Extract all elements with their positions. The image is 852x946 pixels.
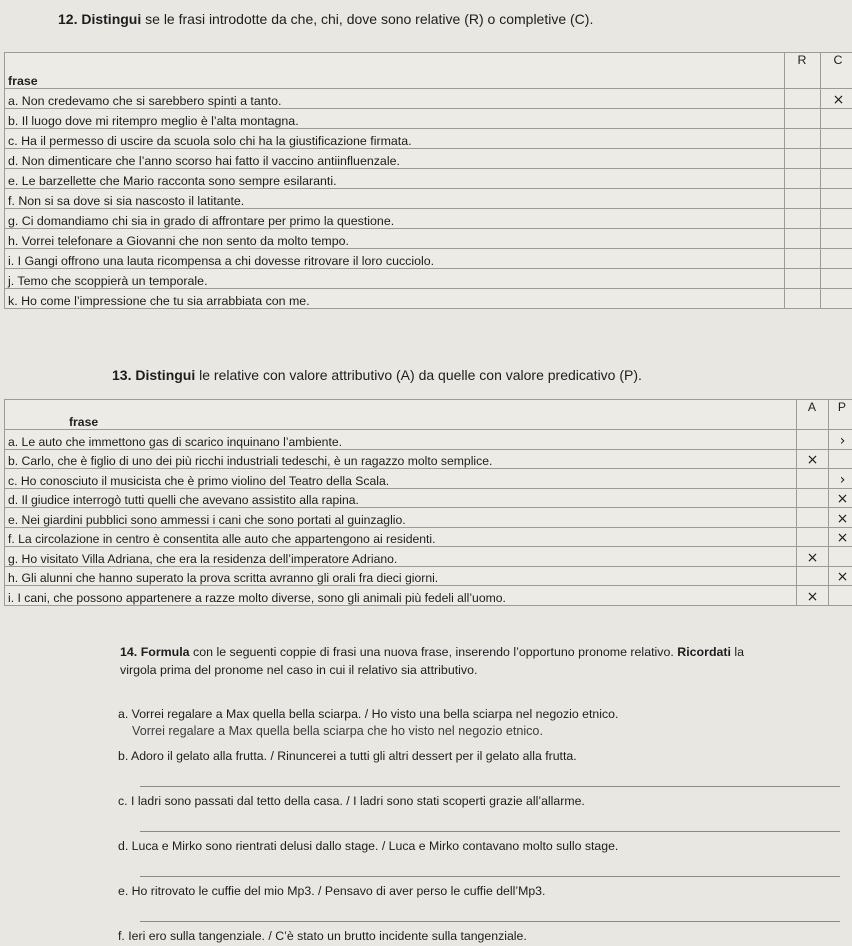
column-header-a: A: [797, 400, 829, 430]
table-row: [5, 209, 852, 229]
column-header-c: C: [821, 53, 852, 89]
exercise-12-instruction: se le frasi introdotte da che, chi, dove sono relative (R) o completive (C).: [141, 11, 594, 27]
answer-c-cell[interactable]: [821, 189, 852, 209]
table-row: [5, 129, 852, 149]
answer-c-cell[interactable]: [821, 149, 852, 169]
answer-a-cell[interactable]: [797, 566, 829, 586]
answer-p-cell[interactable]: ×: [829, 527, 852, 547]
answer-p-cell[interactable]: ›: [829, 430, 852, 450]
exercise-13-instruction: le relative con valore attributivo (A) da quelle con valore predicativo (P).: [195, 367, 642, 383]
sentence-cell: c. Ho conosciuto il musicista che è primo violino del Teatro della Scala.: [5, 469, 797, 489]
list-item: [118, 706, 838, 740]
sentence-cell: h. Vorrei telefonare a Giovanni che non sento da molto tempo.: [5, 229, 785, 249]
exercise-14-instruction: con le seguenti coppie di frasi una nuova frase, inserendo l’opportuno pronome relativo.: [189, 645, 674, 659]
list-item: [118, 883, 838, 922]
sentence-cell: d. Non dimenticare che l’anno scorso hai fatto il vaccino antiinfluenzale.: [5, 149, 785, 169]
answer-r-cell[interactable]: [785, 209, 821, 229]
table-row: [5, 430, 852, 450]
answer-c-cell[interactable]: ×: [821, 89, 852, 109]
answer-a-cell[interactable]: [797, 508, 829, 528]
sentence-pair: e. Ho ritrovato le cuffie del mio Mp3. / Pensavo di aver perso le cuffie dell’Mp3.: [118, 884, 546, 898]
exercise-12-header-row: [5, 53, 852, 89]
table-row: [5, 229, 852, 249]
exercise-13-table: [4, 399, 852, 606]
exercise-13-title: [112, 366, 642, 384]
sentence-cell: f. La circolazione in centro è consentita alle auto che appartengono ai residenti.: [5, 527, 797, 547]
sentence-pair: a. Vorrei regalare a Max quella bella sciarpa. / Ho visto una bella sciarpa nel negozio etnico.: [118, 707, 619, 721]
exercise-14-verb: Formula: [140, 645, 190, 659]
answer-c-cell[interactable]: [821, 169, 852, 189]
exercise-14-instructions: [120, 643, 780, 679]
sentence-cell: h. Gli alunni che hanno superato la prova scritta avranno gli orali fra dieci giorni.: [5, 566, 797, 586]
answer-c-cell[interactable]: [821, 209, 852, 229]
exercise-14-remember-verb: Ricordati: [677, 645, 731, 659]
table-row: [5, 269, 852, 289]
table-row: [5, 488, 852, 508]
answer-p-cell[interactable]: ×: [829, 488, 852, 508]
answer-c-cell[interactable]: [821, 289, 852, 309]
answer-a-cell[interactable]: [797, 488, 829, 508]
table-row: [5, 527, 852, 547]
table-row: [5, 189, 852, 209]
answer-a-cell[interactable]: ×: [797, 547, 829, 567]
answer-r-cell[interactable]: [785, 269, 821, 289]
table-row: [5, 89, 852, 109]
answer-line[interactable]: [140, 765, 840, 787]
table-row: [5, 449, 852, 469]
sentence-pair: b. Adoro il gelato alla frutta. / Rinuncerei a tutti gli altri dessert per il gelato alla frutta.: [118, 749, 577, 763]
answer-r-cell[interactable]: [785, 129, 821, 149]
answer-r-cell[interactable]: [785, 289, 821, 309]
answer-r-cell[interactable]: [785, 229, 821, 249]
answer-p-cell[interactable]: [829, 449, 852, 469]
sentence-cell: a. Le auto che immettono gas di scarico inquinano l’ambiente.: [5, 430, 797, 450]
sentence-pair: c. I ladri sono passati dal tetto della casa. / I ladri sono stati scoperti grazie all’allarme.: [118, 794, 585, 808]
sentence-cell: k. Ho come l’impressione che tu sia arrabbiata con me.: [5, 289, 785, 309]
sentence-cell: d. Il giudice interrogò tutti quelli che avevano assistito alla rapina.: [5, 488, 797, 508]
sentence-cell: f. Non si sa dove si sia nascosto il latitante.: [5, 189, 785, 209]
answer-c-cell[interactable]: [821, 229, 852, 249]
answer-a-cell[interactable]: ×: [797, 586, 829, 606]
sentence-cell: i. I cani, che possono appartenere a razze molto diverse, sono gli animali più fedeli all’uomo.: [5, 586, 797, 606]
list-item: [118, 928, 838, 945]
exercise-14-number: 14.: [120, 645, 138, 659]
answer-r-cell[interactable]: [785, 189, 821, 209]
answer-r-cell[interactable]: [785, 149, 821, 169]
table-row: [5, 547, 852, 567]
exercise-12-number: 12.: [58, 11, 78, 27]
answer-p-cell[interactable]: ×: [829, 566, 852, 586]
list-item: [118, 748, 838, 787]
sentence-cell: g. Ho visitato Villa Adriana, che era la residenza dell’imperatore Adriano.: [5, 547, 797, 567]
answer-c-cell[interactable]: [821, 129, 852, 149]
exercise-12-table: [4, 52, 852, 309]
table-row: [5, 149, 852, 169]
exercise-14-remember-text: la virgola prima del pronome nel caso in cui il relativo sia attributivo.: [120, 645, 745, 677]
answer-r-cell[interactable]: [785, 169, 821, 189]
table-row: [5, 249, 852, 269]
sentence-cell: b. Carlo, che è figlio di uno dei più ricchi industriali tedeschi, è un ragazzo molto semplice.: [5, 449, 797, 469]
exercise-13-number: 13.: [112, 367, 132, 383]
table-row: [5, 289, 852, 309]
table-row: [5, 586, 852, 606]
answer-p-cell[interactable]: ×: [829, 508, 852, 528]
answer-c-cell[interactable]: [821, 269, 852, 289]
table-row: [5, 109, 852, 129]
exercise-13-header-row: [5, 400, 852, 430]
answer-line[interactable]: [140, 900, 840, 922]
column-header-r: R: [785, 53, 821, 89]
answer-c-cell[interactable]: [821, 109, 852, 129]
answer-a-cell[interactable]: [797, 469, 829, 489]
answer-p-cell[interactable]: [829, 586, 852, 606]
exercise-12-verb: Distingui: [81, 11, 142, 27]
sentence-cell: c. Ha il permesso di uscire da scuola solo chi ha la giustificazione firmata.: [5, 129, 785, 149]
column-header-p: P: [829, 400, 852, 430]
exercise-13-verb: Distingui: [135, 367, 196, 383]
list-item: [118, 838, 838, 877]
answer-a-cell[interactable]: [797, 527, 829, 547]
sentence-cell: b. Il luogo dove mi ritempro meglio è l’alta montagna.: [5, 109, 785, 129]
sentence-cell: i. I Gangi offrono una lauta ricompensa a chi dovesse ritrovare il loro cucciolo.: [5, 249, 785, 269]
sentence-cell: e. Le barzellette che Mario racconta sono sempre esilaranti.: [5, 169, 785, 189]
sentence-pair: f. Ieri ero sulla tangenziale. / C’è stato un brutto incidente sulla tangenziale.: [118, 929, 527, 943]
sentence-cell: a. Non credevamo che si sarebbero spinti a tanto.: [5, 89, 785, 109]
answer-line[interactable]: [140, 810, 840, 832]
column-header-frase: frase: [5, 400, 797, 430]
sentence-cell: j. Temo che scoppierà un temporale.: [5, 269, 785, 289]
exercise-12-title: [58, 10, 593, 28]
answer-a-cell[interactable]: [797, 430, 829, 450]
column-header-frase: frase: [5, 53, 785, 89]
answer-c-cell[interactable]: [821, 249, 852, 269]
sentence-cell: g. Ci domandiamo chi sia in grado di affrontare per primo la questione.: [5, 209, 785, 229]
table-row: [5, 566, 852, 586]
table-row: [5, 469, 852, 489]
exercise-14-list: [118, 706, 838, 945]
answer-line[interactable]: Vorrei regalare a Max quella bella sciarpa che ho visto nel negozio etnico.: [132, 724, 543, 738]
table-row: [5, 508, 852, 528]
answer-r-cell[interactable]: [785, 249, 821, 269]
sentence-cell: e. Nei giardini pubblici sono ammessi i cani che sono portati al guinzaglio.: [5, 508, 797, 528]
answer-line[interactable]: [140, 855, 840, 877]
answer-p-cell[interactable]: ›: [829, 469, 852, 489]
answer-a-cell[interactable]: ×: [797, 449, 829, 469]
answer-r-cell[interactable]: [785, 89, 821, 109]
answer-r-cell[interactable]: [785, 109, 821, 129]
answer-p-cell[interactable]: [829, 547, 852, 567]
sentence-pair: d. Luca e Mirko sono rientrati delusi dallo stage. / Luca e Mirko contavano molto sullo stage.: [118, 839, 619, 853]
list-item: [118, 793, 838, 832]
table-row: [5, 169, 852, 189]
